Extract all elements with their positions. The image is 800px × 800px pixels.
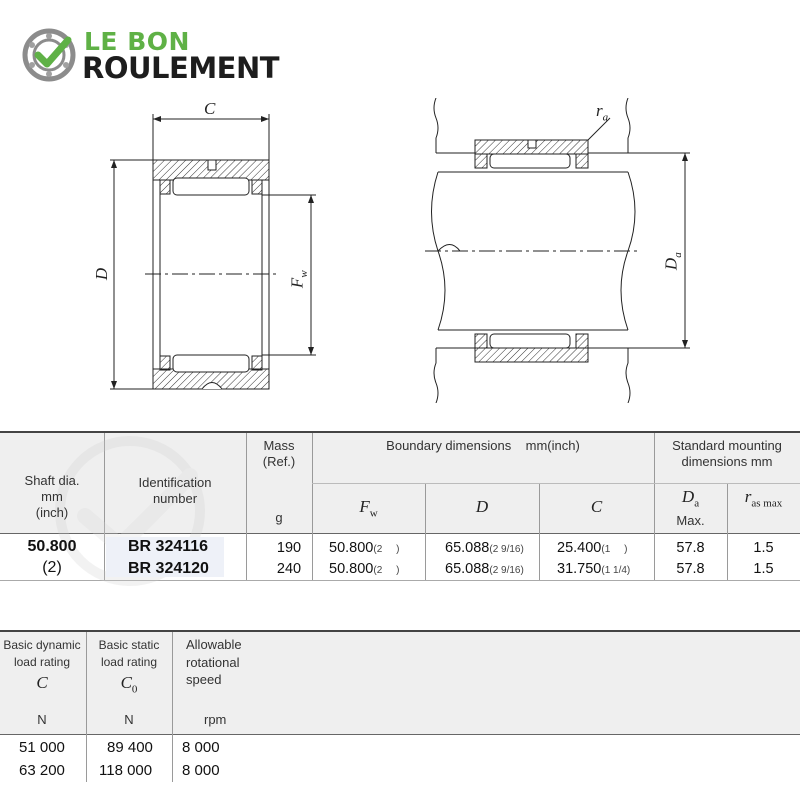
outer-d-label: D	[92, 267, 112, 281]
da-max-label: Max.	[676, 513, 705, 528]
t2-row2-dyn: 63 200	[19, 762, 65, 779]
row1-id: BR 324116	[128, 538, 209, 555]
width-c-label: C	[204, 99, 216, 118]
dyn-unit: N	[37, 712, 47, 727]
row2-ras: 1.5	[753, 561, 774, 577]
ras-header: $r_{as max}$	[744, 487, 783, 510]
speed-header: Allowable rotational speed	[186, 637, 242, 687]
row2-d: 65.088(2 9/16)	[445, 561, 524, 577]
row2-fw: 50.800(2 )	[329, 561, 400, 577]
row1-d: 65.088(2 9/16)	[445, 540, 524, 556]
mass-unit: g	[275, 510, 283, 525]
dyn-symbol: C	[36, 673, 48, 692]
fw-header: $F_w$	[359, 497, 378, 520]
inner-fw-label: $F_w$	[287, 270, 311, 289]
radius-ra-label: $r_a$	[596, 101, 609, 124]
t2-row1-speed: 8 000	[182, 739, 220, 756]
row1-c: 25.400(1 )	[557, 540, 628, 556]
row2-c: 31.750(1 1/4)	[557, 561, 631, 577]
stat-symbol: $C_0$	[120, 673, 138, 696]
row2-da: 57.8	[676, 561, 705, 577]
speed-unit: rpm	[204, 712, 227, 727]
shaft-inch-value: (2)	[42, 559, 62, 576]
housing-da-label: $D_a$	[661, 252, 685, 271]
stat-header: Basic static load rating	[98, 638, 160, 669]
stat-unit: N	[124, 712, 134, 727]
bearing-section-drawing	[90, 100, 330, 400]
c-header: C	[590, 497, 603, 516]
bearing-check-icon	[22, 28, 78, 84]
row1-mass: 190	[276, 540, 302, 556]
shaft-mm-value: 50.800	[27, 538, 77, 555]
row2-mass: 240	[276, 561, 302, 577]
d-header: D	[475, 497, 489, 516]
t2-row2-speed: 8 000	[182, 762, 220, 779]
da-header: $D_a$	[681, 487, 700, 510]
row2-id: BR 324120	[128, 560, 209, 577]
t2-row2-stat: 118 000	[99, 762, 153, 779]
mounting-drawing	[410, 98, 700, 403]
logo-line-2: ROULEMENT	[82, 51, 280, 85]
mass-header: Mass (Ref.)	[262, 438, 296, 469]
row1-ras: 1.5	[753, 540, 774, 556]
boundary-header: Boundary dimensions mm(inch)	[386, 438, 580, 453]
ident-header: Identification number	[138, 475, 212, 506]
row1-fw: 50.800(2 )	[329, 540, 400, 556]
t2-row1-dyn: 51 000	[19, 739, 65, 756]
logo-line-1: LE BON	[84, 27, 190, 56]
shaft-header: Shaft dia. mm (inch)	[24, 473, 80, 520]
dyn-header: Basic dynamic load rating	[3, 638, 81, 669]
row1-da: 57.8	[676, 540, 705, 556]
mounting-header: Standard mounting dimensions mm	[672, 438, 782, 469]
t2-row1-stat: 89 400	[107, 739, 153, 756]
